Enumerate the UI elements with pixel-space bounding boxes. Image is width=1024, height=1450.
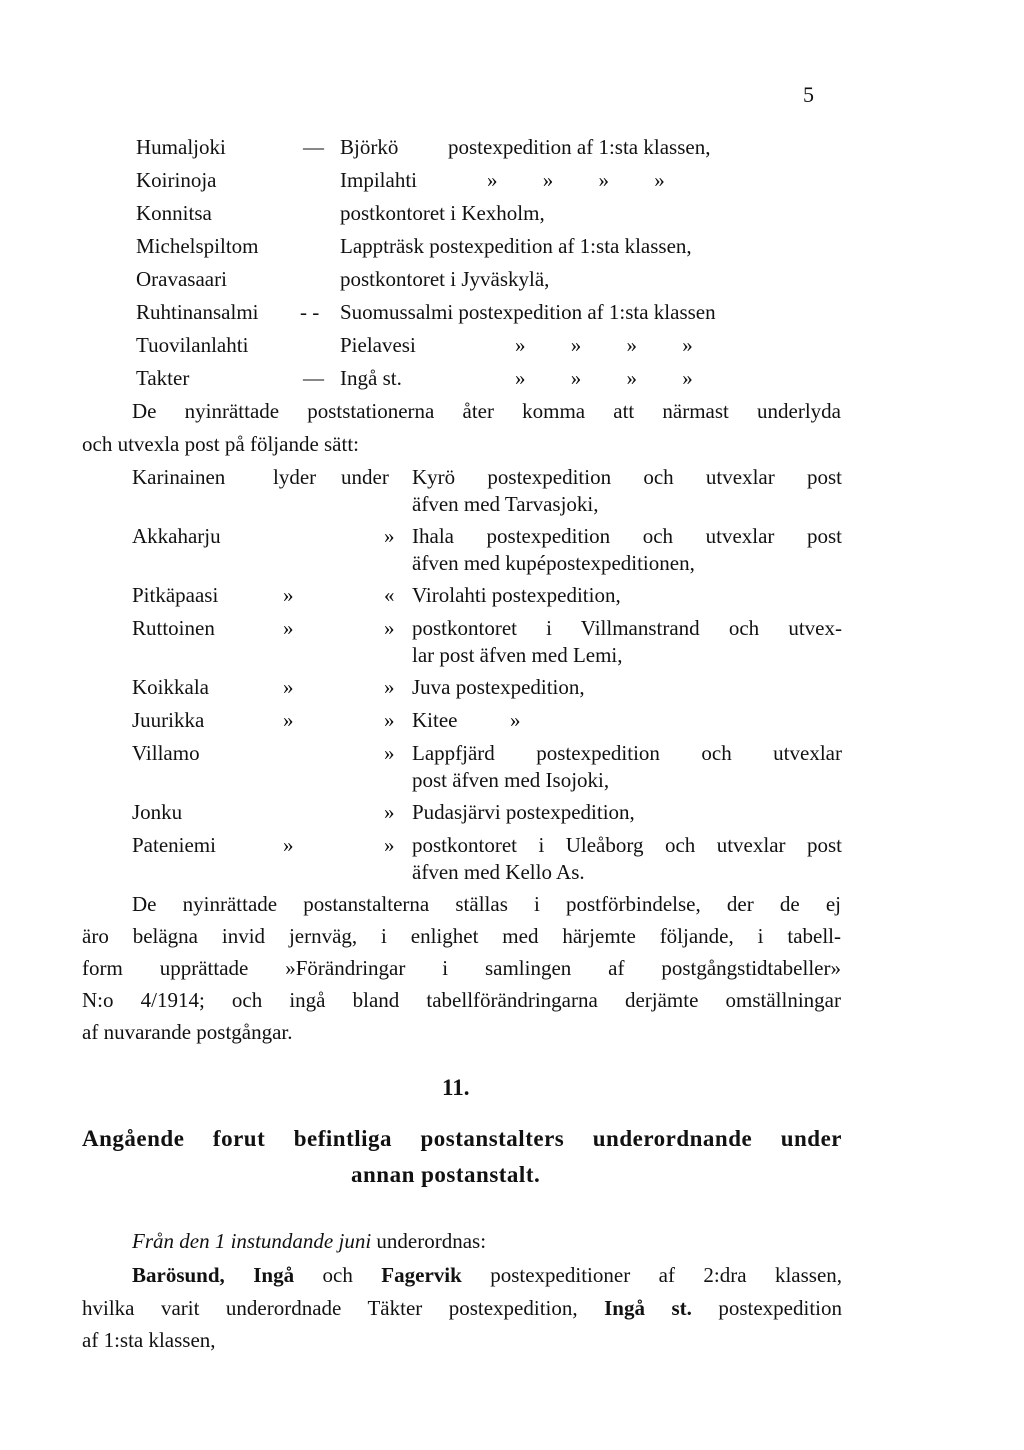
paragraph-line: De nyinrättade postanstalterna ställas i postförbindelse, der de ej (132, 892, 841, 916)
list2-place: Koikkala (132, 675, 209, 699)
list2-ditto: « (384, 583, 395, 607)
paragraph-line (132, 1261, 842, 1289)
list2-ditto: » (384, 524, 395, 548)
list1-place: Humaljoki (136, 135, 226, 159)
text: och (322, 1263, 353, 1287)
section-number: 11. (442, 1075, 470, 1100)
list1-office: postkontoret i Kexholm, (340, 201, 545, 225)
list2-place: Pitkäpaasi (132, 583, 219, 607)
list2-text: Pudasjärvi postexpedition, (412, 800, 635, 824)
list1-place: Koirinoja (136, 168, 217, 192)
list2-ditto: » (283, 616, 294, 640)
text: postexpedition (718, 1296, 843, 1320)
list2-ditto: » (384, 800, 395, 824)
list2-cont: äfven med Kello As. (412, 860, 585, 884)
place-bold: Ingå st. (604, 1296, 692, 1320)
list2-ditto: » (283, 708, 294, 732)
paragraph-line: af nuvarande postgångar. (82, 1020, 293, 1044)
list1-office: Ingå st. (340, 366, 402, 390)
list2-ditto: » (384, 675, 395, 699)
place-bold: Fagervik (381, 1263, 462, 1287)
list1-dash: — (303, 366, 324, 390)
list2-place: Juurikka (132, 708, 205, 732)
list1-office: Impilahti (340, 168, 417, 192)
list2-place: Ruttoinen (132, 616, 215, 640)
section-heading: Angående forut befintliga postanstalters underordnande under (82, 1126, 842, 1151)
paragraph-line (132, 1227, 486, 1255)
list2-text: Ihala postexpedition och utvexlar post (412, 524, 842, 548)
section-heading: annan postanstalt. (351, 1162, 541, 1187)
list2-text: postkontoret i Villmanstrand och utvex- (412, 616, 842, 640)
list1-office: Lappträsk postexpedition af 1:sta klassen, (340, 234, 692, 258)
paragraph-line: och utvexla post på följande sätt: (82, 432, 360, 456)
list1-place: Michelspiltom (136, 234, 259, 258)
place-bold: Ingå (253, 1263, 295, 1287)
list2-cont: äfven med kupépostexpeditionen, (412, 551, 695, 575)
list2-ditto: » (384, 741, 395, 765)
paragraph-line: N:o 4/1914; och ingå bland tabellförändringarna derjämte omställningar (82, 988, 841, 1012)
list2-cont: äfven med Tarvasjoki, (412, 492, 599, 516)
list2-text: Virolahti postexpedition, (412, 583, 621, 607)
list2-cont: post äfven med Isojoki, (412, 768, 610, 792)
list2-text: Kyrö postexpedition och utvexlar post (412, 465, 842, 489)
list2-place: Jonku (132, 800, 183, 824)
list2-ditto: » (384, 616, 395, 640)
list1-ditto: » » » » (487, 168, 665, 192)
list1-place: Konnitsa (136, 201, 212, 225)
list2-text: postkontoret i Uleåborg och utvexlar post (412, 833, 842, 857)
list2-text: Kitee » (412, 708, 521, 732)
list1-place: Ruhtinansalmi (136, 300, 259, 324)
list2-ditto: » (283, 675, 294, 699)
paragraph-line (82, 1294, 842, 1322)
list1-dash: - - (300, 300, 320, 324)
page-number: 5 (803, 82, 814, 107)
paragraph-line: form upprättade »Förändringar i samlingen af postgångstidtabeller» (82, 956, 841, 980)
list1-office: Suomussalmi postexpedition af 1:sta klassen (340, 300, 716, 324)
text: hvilka varit underordnade Täkter postexpedition, (82, 1296, 578, 1320)
list1-ditto: » » » » (515, 366, 693, 390)
text: postexpeditioner af 2:dra klassen, (490, 1263, 843, 1287)
italic-date: Från den 1 instundande juni (132, 1229, 372, 1253)
list2-verb: under (341, 465, 389, 489)
list2-cont: lar post äfven med Lemi, (412, 643, 623, 667)
list2-ditto: » (384, 708, 395, 732)
list2-ditto: » (283, 833, 294, 857)
list2-place: Karinainen (132, 465, 226, 489)
list2-ditto: » (283, 583, 294, 607)
list2-place: Akkaharju (132, 524, 221, 548)
text: underordnas: (376, 1229, 487, 1253)
list1-place: Takter (136, 366, 190, 390)
list1-place: Oravasaari (136, 267, 227, 291)
list2-text: Lappfjärd postexpedition och utvexlar (412, 741, 842, 765)
list1-dash: — (303, 135, 324, 159)
list2-ditto: » (384, 833, 395, 857)
list2-text: Juva postexpedition, (412, 675, 585, 699)
list1-office: Pielavesi (340, 333, 416, 357)
list2-place: Villamo (132, 741, 200, 765)
list2-verb: lyder (273, 465, 317, 489)
list1-office: postkontoret i Jyväskylä, (340, 267, 550, 291)
paragraph-line: af 1:sta klassen, (82, 1328, 216, 1352)
list2-place: Pateniemi (132, 833, 216, 857)
list1-office: Björkö (340, 135, 399, 159)
paragraph-line: äro belägna invid jernväg, i enlighet med härjemte följande, i tabell- (82, 924, 841, 948)
paragraph-line: De nyinrättade poststationerna åter komma att närmast underlyda (132, 399, 841, 423)
list1-rest: postexpedition af 1:sta klassen, (448, 135, 711, 159)
list1-place: Tuovilanlahti (136, 333, 249, 357)
list1-ditto: » » » » (515, 333, 693, 357)
place-bold: Barösund, (132, 1263, 225, 1287)
